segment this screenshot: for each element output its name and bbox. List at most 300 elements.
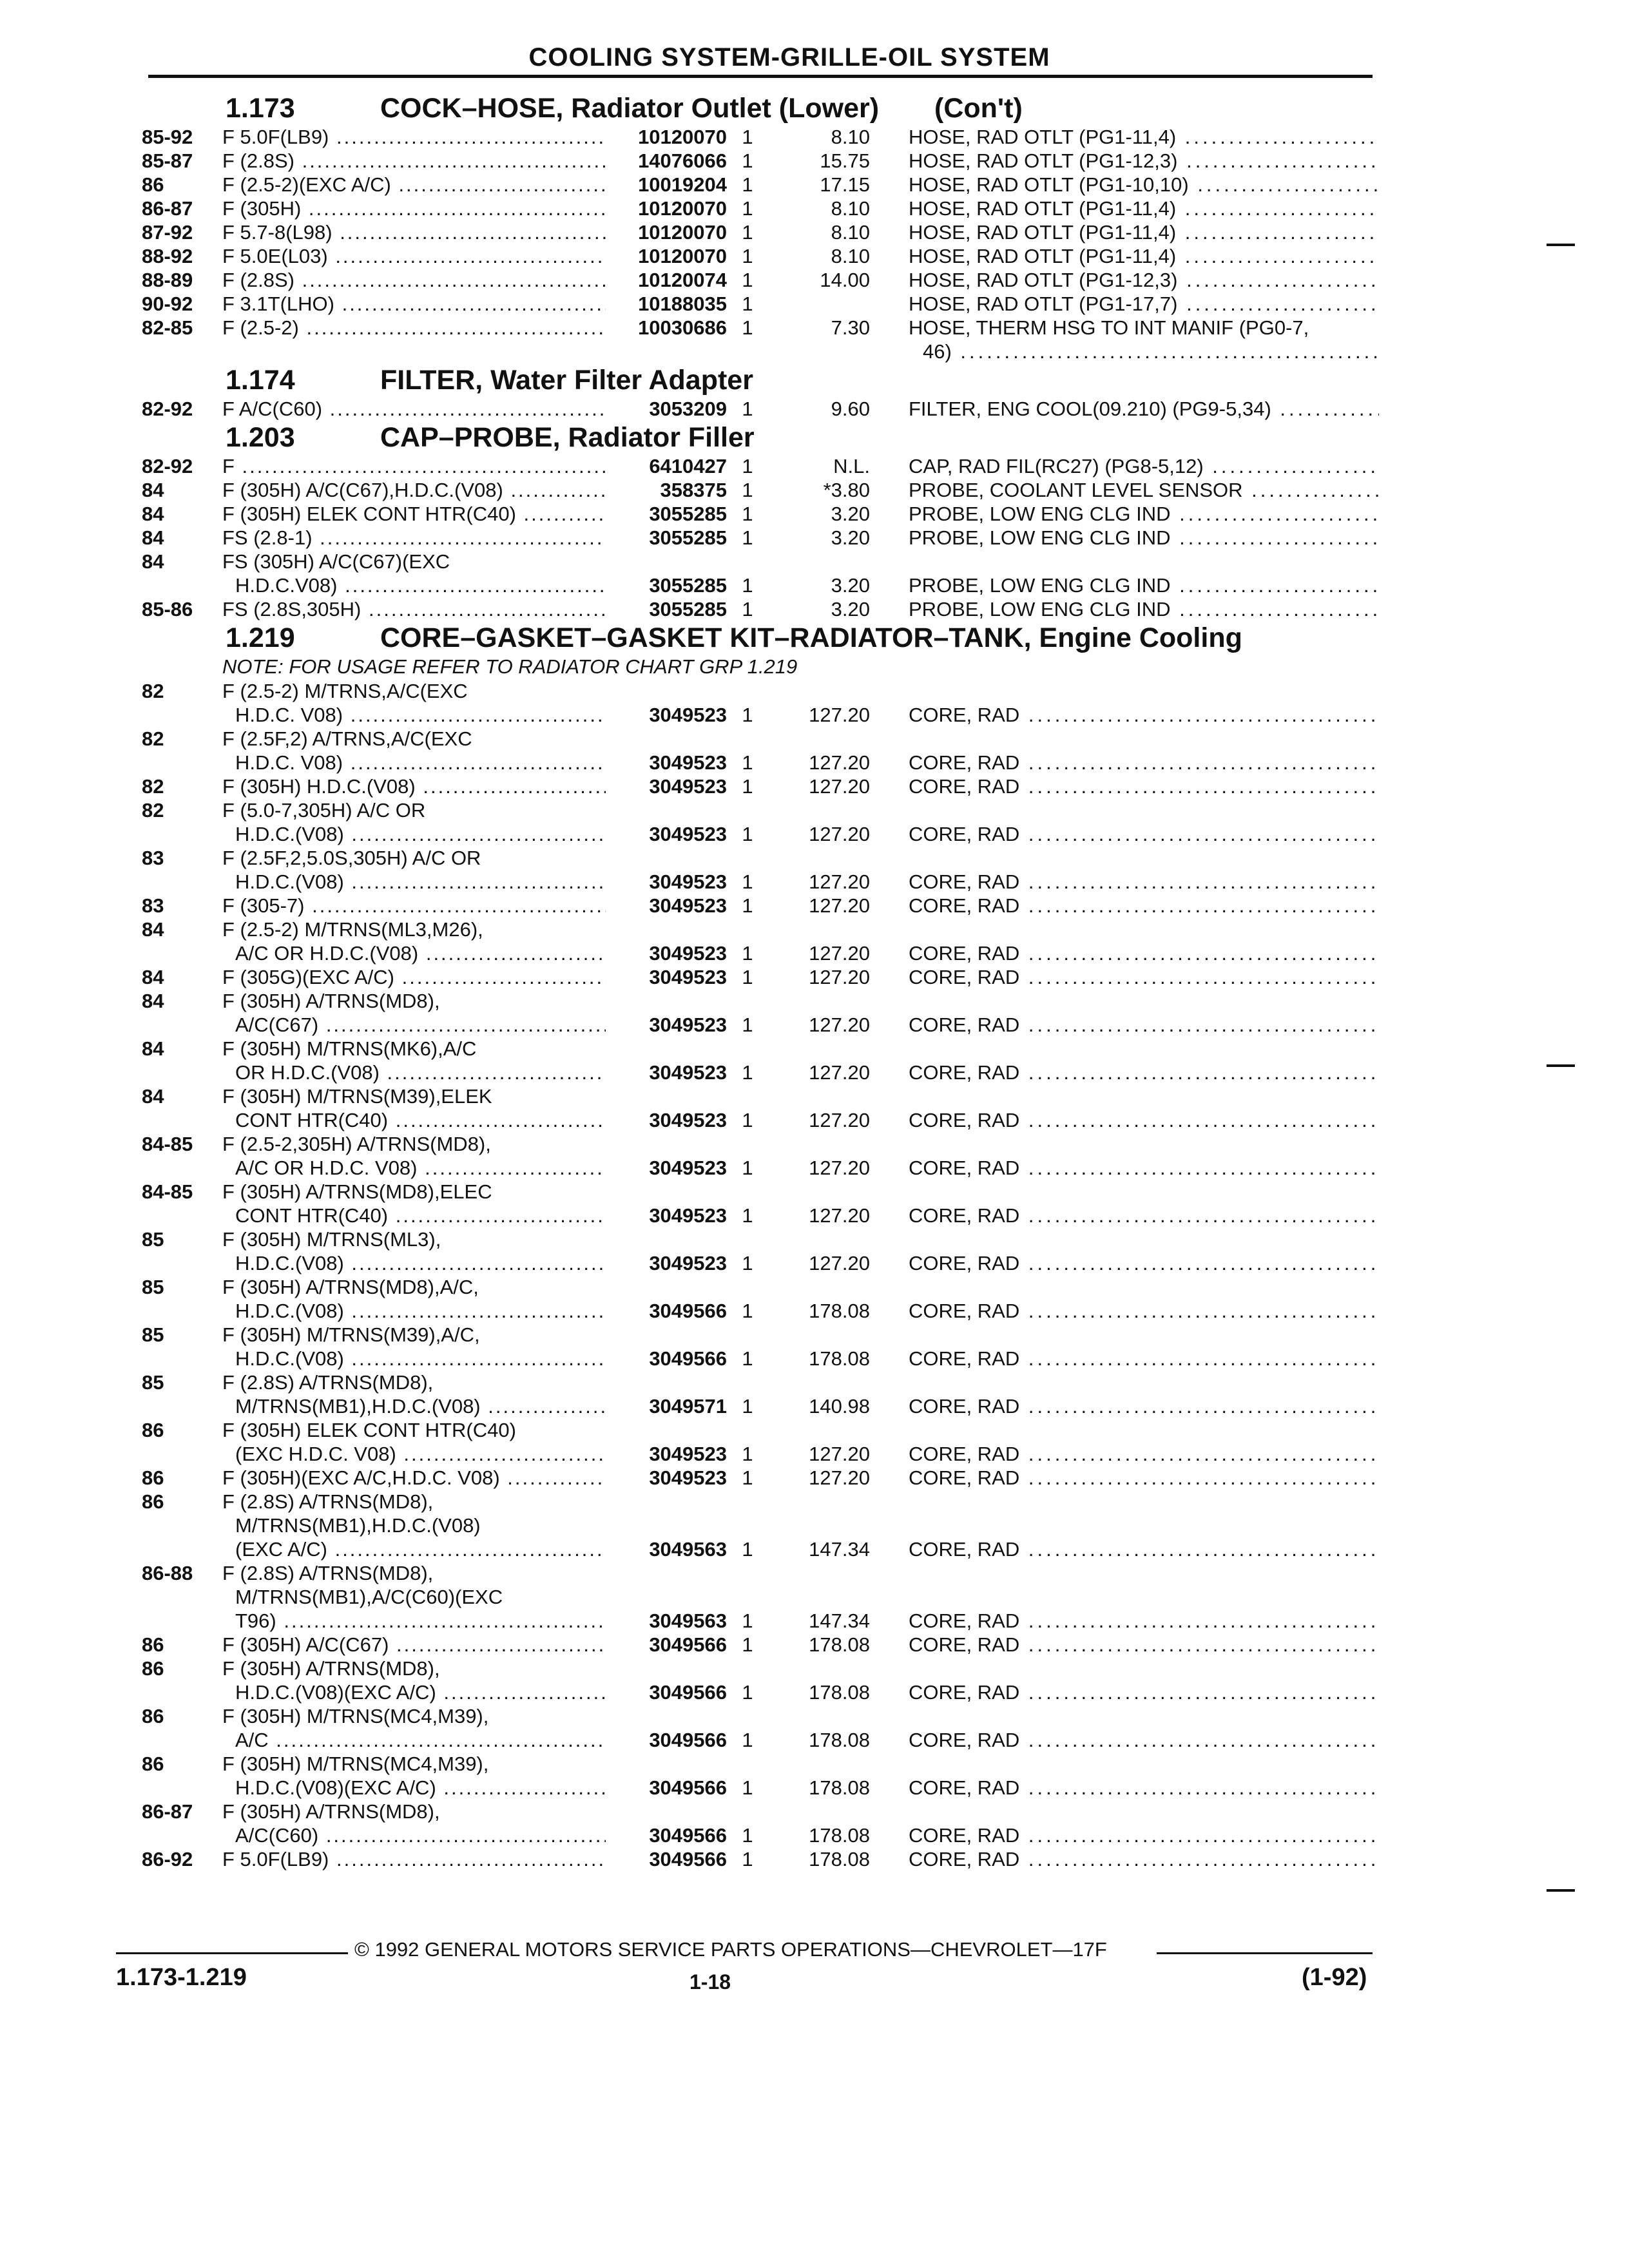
model-years: 86-87: [142, 197, 193, 220]
quantity: 1: [742, 966, 753, 988]
part-row: [135, 197, 1379, 220]
part-number: 3049563: [606, 1609, 727, 1633]
description-line: F (305H) A/TRNS(MD8),A/C,: [222, 1276, 479, 1298]
part-number: 358375: [606, 478, 727, 502]
description-line: F (2.8S) A/TRNS(MD8),: [222, 1490, 434, 1513]
part-row: [135, 1037, 1379, 1084]
part-number: 6410427: [606, 454, 727, 478]
quantity: 1: [742, 1109, 753, 1131]
description-line: F 5.0F(LB9) .....: [222, 1847, 699, 1871]
description-line: F (305H) A/TRNS(MD8),: [222, 1657, 440, 1680]
part-description-line: CORE, RAD .....: [909, 870, 1379, 894]
part-number: 3049523: [606, 1108, 727, 1132]
part-description: [909, 1251, 1379, 1275]
part-description-line: CORE, RAD .....: [909, 751, 1379, 774]
description-line: H.D.C.(V08) .....: [222, 822, 699, 846]
description-line: F 5.0E(L03) .....: [222, 244, 699, 268]
model-years: 84: [142, 990, 164, 1012]
description-line: F 5.7-8(L98) .....: [222, 220, 699, 244]
description-line: F (305H) A/C(C67) .....: [222, 1633, 699, 1657]
footer-copyright: © 1992 GENERAL MOTORS SERVICE PARTS OPERATIONS—CHEVROLET—17F: [354, 1938, 1107, 1961]
quantity: 1: [742, 503, 753, 525]
quantity: 1: [742, 870, 753, 893]
part-number: 3053209: [606, 397, 727, 421]
part-description: [909, 1347, 1379, 1370]
price: 127.20: [809, 1061, 870, 1084]
quantity: 1: [742, 1681, 753, 1704]
section-heading: [135, 91, 1379, 125]
description-line: FS (2.8S,305H) .....: [222, 597, 699, 621]
part-number: 3049566: [606, 1299, 727, 1323]
part-description-line: CORE, RAD .....: [909, 1466, 1379, 1490]
part-row: [135, 149, 1379, 173]
part-description-line: CORE, RAD .....: [909, 703, 1379, 727]
part-description: [909, 526, 1379, 550]
quantity: 1: [742, 269, 753, 291]
description-line: F (305H)(EXC A/C,H.D.C. V08) .....: [222, 1466, 699, 1490]
footer-rule: [116, 1952, 348, 1954]
section-title: [380, 363, 753, 397]
section-continued: (Con't): [934, 93, 1023, 124]
description-line: M/TRNS(MB1),H.D.C.(V08): [235, 1514, 481, 1537]
footer-page-number: 1-18: [689, 1970, 731, 1994]
part-row: [135, 1418, 1379, 1466]
part-number: 10120070: [606, 125, 727, 149]
part-description: [909, 1108, 1379, 1132]
quantity: 1: [742, 1252, 753, 1274]
section-number: 1.219: [226, 622, 295, 653]
price: 8.10: [831, 221, 870, 244]
price: 9.60: [831, 398, 870, 420]
description-line: F (305H) A/TRNS(MD8),: [222, 1800, 440, 1823]
part-row: [135, 1490, 1379, 1561]
part-row: [135, 1323, 1379, 1370]
model-years: 87-92: [142, 221, 193, 244]
quantity: 1: [742, 1443, 753, 1465]
part-description: [909, 1776, 1379, 1800]
model-years: 86: [142, 1466, 164, 1489]
part-description: [909, 125, 1379, 149]
part-description-line: HOSE, RAD OTLT (PG1-17,7) .....: [909, 292, 1379, 316]
model-years: 85: [142, 1276, 164, 1298]
section-title-main: FILTER,: [380, 365, 483, 396]
part-description-line: CORE, RAD .....: [909, 941, 1379, 965]
part-row: [135, 1704, 1379, 1752]
quantity: 1: [742, 221, 753, 244]
model-years: 86: [142, 1490, 164, 1513]
price: 147.34: [809, 1610, 870, 1632]
part-number: 3049523: [606, 1013, 727, 1037]
part-row: [135, 1466, 1379, 1490]
description-line: F (305H) H.D.C.(V08) .....: [222, 774, 699, 798]
part-row: [135, 798, 1379, 846]
quantity: 1: [742, 455, 753, 477]
quantity: 1: [742, 1848, 753, 1870]
quantity: 1: [742, 197, 753, 220]
price: 127.20: [809, 1443, 870, 1465]
part-number: 10120074: [606, 268, 727, 292]
part-number: 10030686: [606, 316, 727, 340]
price: 178.08: [809, 1300, 870, 1322]
description-line: CONT HTR(C40) .....: [222, 1108, 699, 1132]
quantity: 1: [742, 173, 753, 196]
part-row: [135, 846, 1379, 894]
part-description: [909, 268, 1379, 292]
part-row: [135, 679, 1379, 727]
description-line: F (305H) A/TRNS(MD8),ELEC: [222, 1180, 492, 1203]
model-years: 85: [142, 1323, 164, 1346]
part-description: [909, 941, 1379, 965]
section-note: NOTE: FOR USAGE REFER TO RADIATOR CHART GRP 1.219: [222, 655, 798, 678]
part-number: 3055285: [606, 526, 727, 550]
description-line: F 3.1T(LHO) .....: [222, 292, 699, 316]
part-description-line: CORE, RAD .....: [909, 1156, 1379, 1180]
description-line: (EXC H.D.C. V08) .....: [222, 1442, 699, 1466]
part-description: [909, 1204, 1379, 1227]
description-line: F (2.5-2)(EXC A/C) .....: [222, 173, 699, 197]
part-description-line: CAP, RAD FIL(RC27) (PG8-5,12) .....: [909, 454, 1379, 478]
part-description: [909, 502, 1379, 526]
footer-revision: (1-92): [1302, 1964, 1367, 1991]
part-row: [135, 244, 1379, 268]
model-years: 88-92: [142, 245, 193, 267]
price: 127.20: [809, 894, 870, 917]
model-years: 84: [142, 526, 164, 549]
description-line: OR H.D.C.(V08) .....: [222, 1061, 699, 1084]
part-number: 3049523: [606, 751, 727, 774]
part-row: [135, 220, 1379, 244]
part-description-line: CORE, RAD .....: [909, 1728, 1379, 1752]
part-row: [135, 1752, 1379, 1800]
price: 127.20: [809, 966, 870, 988]
model-years: 85: [142, 1371, 164, 1394]
description-line: F (305H) A/TRNS(MD8),: [222, 990, 440, 1012]
part-row: [135, 502, 1379, 526]
quantity: 1: [742, 574, 753, 597]
footer-rule: [1157, 1952, 1373, 1954]
quantity: 1: [742, 526, 753, 549]
part-number: 3049523: [606, 870, 727, 894]
price: 127.20: [809, 942, 870, 965]
description-line: F (2.5F,2,5.0S,305H) A/C OR: [222, 847, 481, 869]
model-years: 84: [142, 1085, 164, 1108]
part-description: [909, 1156, 1379, 1180]
part-row: [135, 125, 1379, 149]
part-description-line: CORE, RAD .....: [909, 1847, 1379, 1871]
part-number: 3049566: [606, 1728, 727, 1752]
description-line: F (305H) M/TRNS(MC4,M39),: [222, 1705, 489, 1727]
part-description-line: HOSE, THERM HSG TO INT MANIF (PG0-7,: [909, 316, 1309, 339]
part-number: 3049523: [606, 894, 727, 918]
description-line: H.D.C.(V08) .....: [222, 1299, 699, 1323]
part-number: 3049523: [606, 941, 727, 965]
quantity: 1: [742, 823, 753, 845]
price: 127.20: [809, 1204, 870, 1227]
part-description: [909, 870, 1379, 894]
part-description: [909, 1442, 1379, 1466]
part-row: [135, 1370, 1379, 1418]
section-title-sub: Water Filter Adapter: [483, 365, 753, 396]
part-number: 10120070: [606, 244, 727, 268]
part-description-line: CORE, RAD .....: [909, 1108, 1379, 1132]
part-row: [135, 894, 1379, 918]
model-years: 82: [142, 799, 164, 822]
model-years: 86: [142, 173, 164, 196]
description-line: A/C(C60) .....: [222, 1823, 699, 1847]
price: 178.08: [809, 1776, 870, 1799]
quantity: 1: [742, 1157, 753, 1179]
part-number: 3049523: [606, 1466, 727, 1490]
part-row: [135, 1657, 1379, 1704]
part-row: [135, 1084, 1379, 1132]
quantity: 1: [742, 1014, 753, 1036]
part-number: 3049523: [606, 1156, 727, 1180]
part-description-line: CORE, RAD .....: [909, 1251, 1379, 1275]
section-heading: [135, 421, 1379, 454]
description-line: H.D.C. V08) .....: [222, 751, 699, 774]
part-number: 3049566: [606, 1633, 727, 1657]
part-description-line: CORE, RAD .....: [909, 1204, 1379, 1227]
model-years: 84: [142, 1037, 164, 1060]
part-description: [909, 1680, 1379, 1704]
part-row: [135, 1847, 1379, 1871]
price: 8.10: [831, 245, 870, 267]
part-number: 3049571: [606, 1394, 727, 1418]
description-line: FS (305H) A/C(C67)(EXC: [222, 550, 450, 573]
part-row: [135, 1275, 1379, 1323]
model-years: 84: [142, 503, 164, 525]
quantity: 1: [742, 1204, 753, 1227]
part-description: [909, 149, 1379, 173]
part-row: [135, 1800, 1379, 1847]
description-line: A/C .....: [222, 1728, 699, 1752]
part-number: 3049523: [606, 774, 727, 798]
part-description-line: HOSE, RAD OTLT (PG1-10,10) .....: [909, 173, 1379, 197]
part-number: 3049523: [606, 822, 727, 846]
part-description-line: CORE, RAD .....: [909, 1609, 1379, 1633]
part-description: [909, 1537, 1379, 1561]
part-row: [135, 268, 1379, 292]
part-description: [909, 397, 1379, 421]
model-years: 82-92: [142, 455, 193, 477]
part-description-line: CORE, RAD .....: [909, 1680, 1379, 1704]
model-years: 86-87: [142, 1800, 193, 1823]
part-description-line: PROBE, LOW ENG CLG IND .....: [909, 526, 1379, 550]
part-description: [909, 173, 1379, 197]
part-number: 3049523: [606, 1061, 727, 1084]
part-row: [135, 316, 1379, 363]
part-description: [909, 1299, 1379, 1323]
part-description: [909, 1609, 1379, 1633]
description-line: F (305G)(EXC A/C) .....: [222, 965, 699, 989]
part-description: [909, 1061, 1379, 1084]
description-line: F (2.5-2) M/TRNS,A/C(EXC: [222, 680, 468, 702]
part-description-line: FILTER, ENG COOL(09.210) (PG9-5,34) .....: [909, 397, 1379, 421]
quantity: 1: [742, 775, 753, 798]
part-description-line: PROBE, LOW ENG CLG IND .....: [909, 597, 1379, 621]
part-number: 3055285: [606, 597, 727, 621]
description-line: F (2.8S) .....: [222, 268, 699, 292]
description-line: M/TRNS(MB1),A/C(C60)(EXC: [235, 1586, 503, 1608]
part-row: [135, 918, 1379, 965]
part-number: 3055285: [606, 502, 727, 526]
model-years: 83: [142, 894, 164, 917]
price: 178.08: [809, 1681, 870, 1704]
quantity: 1: [742, 942, 753, 965]
price: 15.75: [820, 149, 870, 172]
description-line: H.D.C.(V08)(EXC A/C) .....: [222, 1776, 699, 1800]
quantity: 1: [742, 1633, 753, 1656]
price: 127.20: [809, 1466, 870, 1489]
quantity: 1: [742, 293, 753, 315]
section-title-main: COCK–HOSE,: [380, 93, 564, 124]
description-line: F (305H) ELEK CONT HTR(C40): [222, 1419, 516, 1441]
section-heading: [135, 621, 1379, 655]
part-description-line: CORE, RAD .....: [909, 1061, 1379, 1084]
section-title: [380, 421, 755, 454]
price: 17.15: [820, 173, 870, 196]
description-line: F (305H) M/TRNS(MC4,M39),: [222, 1753, 489, 1775]
quantity: 1: [742, 1061, 753, 1084]
section-title-main: CORE–GASKET–GASKET KIT–RADIATOR–TANK,: [380, 622, 1032, 653]
description-line: F (2.8S) A/TRNS(MD8),: [222, 1562, 434, 1584]
part-description: [909, 894, 1379, 918]
quantity: 1: [742, 316, 753, 339]
part-number: 10120070: [606, 220, 727, 244]
part-description: [909, 454, 1379, 478]
part-row: [135, 454, 1379, 478]
page-header: [148, 40, 1373, 78]
description-line: F (2.5-2) M/TRNS(ML3,M26),: [222, 918, 483, 941]
part-description: [909, 1394, 1379, 1418]
description-line: F (305H) M/TRNS(ML3),: [222, 1228, 441, 1251]
model-years: 86: [142, 1705, 164, 1727]
quantity: 1: [742, 1466, 753, 1489]
quantity: 1: [742, 245, 753, 267]
part-description: [909, 244, 1379, 268]
part-description: [909, 751, 1379, 774]
margin-mark: [1547, 1064, 1575, 1067]
page-title: COOLING SYSTEM-GRILLE-OIL SYSTEM: [528, 43, 1050, 72]
part-row: [135, 526, 1379, 550]
description-line: F (2.5F,2) A/TRNS,A/C(EXC: [222, 727, 472, 750]
model-years: 86: [142, 1419, 164, 1441]
price: 140.98: [809, 1395, 870, 1418]
part-description: [909, 1466, 1379, 1490]
quantity: 1: [742, 894, 753, 917]
quantity: 1: [742, 126, 753, 148]
price: 178.08: [809, 1848, 870, 1870]
quantity: 1: [742, 1395, 753, 1418]
model-years: 82: [142, 680, 164, 702]
part-row: [135, 1132, 1379, 1180]
section-number: 1.174: [226, 365, 295, 396]
quantity: 1: [742, 149, 753, 172]
description-line: F (2.8S) .....: [222, 149, 699, 173]
part-description: [909, 597, 1379, 621]
part-description-line: HOSE, RAD OTLT (PG1-12,3) .....: [909, 268, 1379, 292]
part-description: [909, 703, 1379, 727]
quantity: 1: [742, 398, 753, 420]
price: 3.20: [831, 526, 870, 549]
part-description: [909, 573, 1379, 597]
part-row: [135, 292, 1379, 316]
price: 127.20: [809, 751, 870, 774]
part-description-line: HOSE, RAD OTLT (PG1-11,4) .....: [909, 220, 1379, 244]
part-number: 3049566: [606, 1680, 727, 1704]
part-number: 3049566: [606, 1776, 727, 1800]
price: 8.10: [831, 197, 870, 220]
description-line: H.D.C.(V08) .....: [222, 1347, 699, 1370]
part-number: 3049566: [606, 1847, 727, 1871]
section-title-sub: Radiator Outlet (Lower): [563, 93, 880, 124]
description-line: F .....: [222, 454, 699, 478]
quantity: 1: [742, 479, 753, 501]
section-heading: [135, 363, 1379, 397]
part-description: [909, 774, 1379, 798]
description-line: H.D.C.(V08) .....: [222, 870, 699, 894]
part-description: [909, 1013, 1379, 1037]
part-number: 3055285: [606, 573, 727, 597]
price: 127.20: [809, 823, 870, 845]
part-description-line: PROBE, LOW ENG CLG IND .....: [909, 573, 1379, 597]
part-number: 3049566: [606, 1347, 727, 1370]
price: *3.80: [823, 479, 870, 501]
description-line: H.D.C.V08) .....: [222, 573, 699, 597]
model-years: 82-92: [142, 398, 193, 420]
part-description-line: PROBE, COOLANT LEVEL SENSOR .....: [909, 478, 1379, 502]
part-description-line: CORE, RAD .....: [909, 894, 1379, 918]
description-line: F (305H) .....: [222, 197, 699, 220]
part-number: 3049563: [606, 1537, 727, 1561]
description-line: H.D.C. V08) .....: [222, 703, 699, 727]
model-years: 86: [142, 1753, 164, 1775]
model-years: 86: [142, 1633, 164, 1656]
model-years: 84: [142, 550, 164, 573]
section-title: [380, 91, 879, 125]
price: 178.08: [809, 1729, 870, 1751]
model-years: 86: [142, 1657, 164, 1680]
section-number: 1.203: [226, 422, 295, 453]
section-title-main: CAP–PROBE,: [380, 422, 561, 453]
description-line: A/C(C67) .....: [222, 1013, 699, 1037]
part-description-line: CORE, RAD .....: [909, 965, 1379, 989]
price: 8.10: [831, 126, 870, 148]
description-line: F A/C(C60) .....: [222, 397, 699, 421]
part-description-line: PROBE, LOW ENG CLG IND .....: [909, 502, 1379, 526]
part-row: [135, 989, 1379, 1037]
quantity: 1: [742, 1729, 753, 1751]
price: 14.00: [820, 269, 870, 291]
description-line: CONT HTR(C40) .....: [222, 1204, 699, 1227]
part-row: [135, 965, 1379, 989]
part-number: 3049523: [606, 703, 727, 727]
part-description-line: CORE, RAD .....: [909, 1394, 1379, 1418]
part-row: [135, 1561, 1379, 1633]
price: 7.30: [831, 316, 870, 339]
model-years: 85-87: [142, 149, 193, 172]
model-years: 84-85: [142, 1180, 193, 1203]
part-row: [135, 173, 1379, 197]
description-line: (EXC A/C) .....: [222, 1537, 699, 1561]
part-number: 3049566: [606, 1823, 727, 1847]
model-years: 86-92: [142, 1848, 193, 1870]
price: 178.08: [809, 1347, 870, 1370]
part-number: 3049523: [606, 1204, 727, 1227]
part-row: [135, 597, 1379, 621]
part-row: [135, 478, 1379, 502]
quantity: 1: [742, 1347, 753, 1370]
